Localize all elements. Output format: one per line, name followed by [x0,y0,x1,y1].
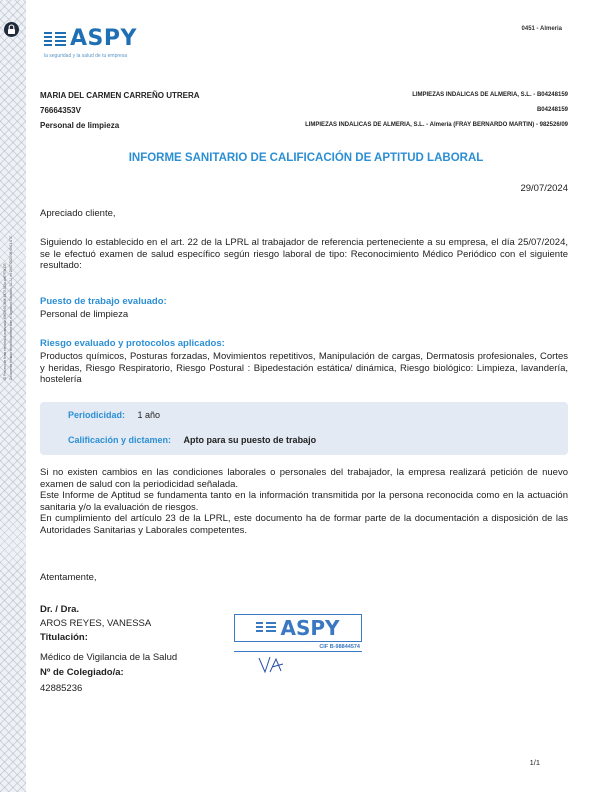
signature-side-strip [0,0,26,792]
qualification-row [68,435,316,445]
result-box [40,402,568,455]
intro-paragraph: Siguiendo lo establecido en el art. 22 de la LPRL al trabajador de referencia perteneciente a su empresa, el día 25/07/2024, se le efectuó examen de salud específico según riesgo laboral de tipo: Reconocimiento Médico Periódico con el siguiente resultado: [40,237,568,271]
greeting: Apreciado cliente, [40,208,116,219]
page-number: 1/1 [529,758,540,767]
doctor-name: AROS REYES, VANESSA [40,618,152,629]
logo-lines-icon [44,31,66,47]
worker-name: MARIA DEL CARMEN CARREÑO UTRERA [40,91,200,100]
license-value: 42885236 [40,683,83,694]
degree-label: Titulación: [40,632,88,643]
risk-section-title: Riesgo evaluado y protocolos aplicados: [40,338,225,349]
stamp-wordmark: ASPY [280,616,340,640]
lock-icon [4,22,19,37]
closing-paragraph-3: En cumplimiento del artículo 23 de la LPRL, este documento ha de formar parte de la documentación a disposición de las Autoridades Sanitarias y Laborales competentes. [40,513,568,536]
company-line-3: LIMPIEZAS INDALICAS DE ALMERIA, S.L. - Almería (FRAY BERNARDO MARTIN) - 982526/09 [305,122,568,128]
periodicity-label: Periodicidad: [68,410,126,420]
company-line-1: LIMPIEZAS INDALICAS DE ALMERIA, S.L. - B04248159 [412,92,568,98]
position-section-title: Puesto de trabajo evaluado: [40,296,167,307]
document-title: INFORME SANITARIO DE CALIFICACIÓN DE APTITUD LABORAL [128,152,484,164]
center-code: 0451 - Almeria [521,26,562,32]
periodicity-row [68,410,160,420]
worker-id: 76664353V [40,106,81,115]
risk-value: Productos químicos, Posturas forzadas, Movimientos repetitivos, Manipulación de cargas, Dermatosis profesionales, Cortes y heridas, Riesgo Respiratorio, Riesgo Postural : Bipedestación estática/ dinámica, Riesgo biológico: Limpieza, lavandería, hostelería [40,351,568,385]
company-line-2: B04248159 [536,107,568,113]
closing-paragraph-1: Si no existen cambios en las condiciones laborales o personales del trabajador, la empresa realizará petición de nuevo examen de salud con la periodicidad señalada. [40,467,568,490]
aspy-logo [44,26,137,59]
closing-paragraph-2: Este Informe de Aptitud se fundamenta tanto en la información transmitida por la persona reconocida como en la actuación sanitaria y/o la evaluación de riesgos. [40,490,568,513]
license-label: Nº de Colegiado/a: [40,667,124,678]
position-value: Personal de limpieza [40,309,129,320]
stamp-cif: CIF B-98844574 [319,644,360,650]
company-stamp [234,614,362,681]
qualification-label: Calificación y dictamen: [68,435,172,445]
stamp-frame [234,614,362,642]
stamp-underline [234,651,362,652]
periodicity-value: 1 año [137,410,161,420]
signature-timestamp: Documento firmado electrónicamente ante el Signaturit Solutions, S.L.U. en 29/07/2024 08:49:01 UTC [9,235,13,380]
document-date: 29/07/2024 [520,183,568,194]
signature-process-id: ID Proceso de firma electrónica avanzada: 69f03995-3b8f-4873-922a-aeff7f7fa133 [3,263,7,380]
doctor-title-label: Dr. / Dra. [40,604,80,615]
degree-value: Médico de Vigilancia de la Salud [40,652,178,663]
worker-role: Personal de limpieza [40,121,120,130]
qualification-value: Apto para su puesto de trabajo [183,435,317,445]
handwritten-signature [256,654,296,676]
logo-wordmark: ASPY [70,26,137,51]
stamp-lines-icon [256,621,276,635]
signoff: Atentamente, [40,572,97,583]
logo-tagline: la seguridad y la salud de tu empresa [44,53,128,59]
